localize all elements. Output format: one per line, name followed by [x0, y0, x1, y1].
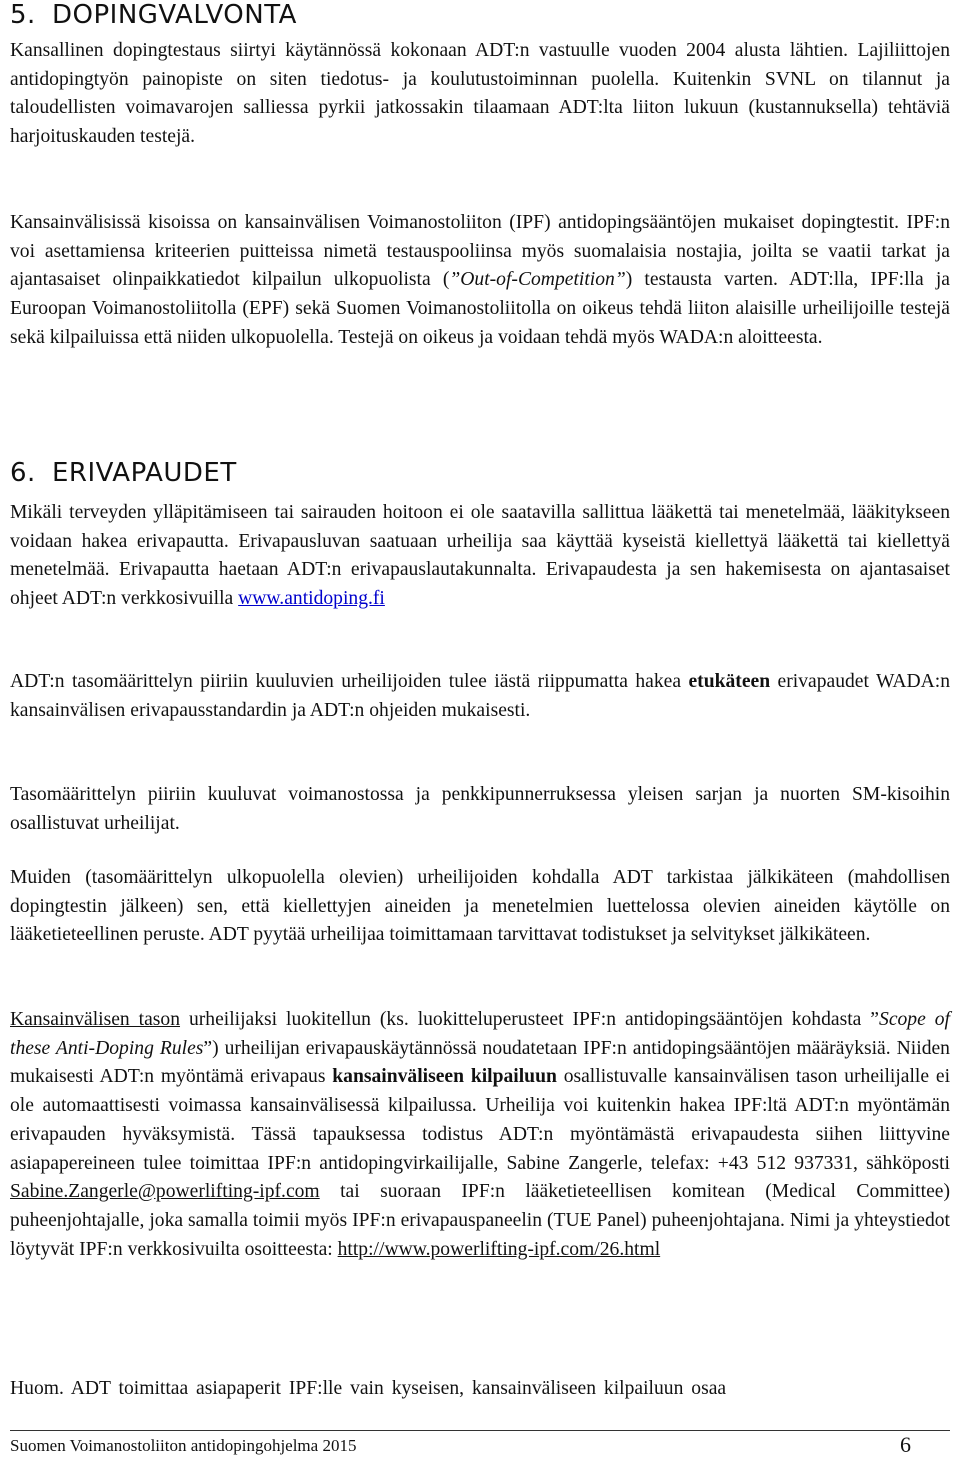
paragraph: Kansallinen dopingtestaus siirtyi käytännössä kokonaan ADT:n vastuulle vuoden 2004 alusta lähtien. Lajiliittojen antidopingtyön painopiste on siten tiedotus- ja koulutustoiminnan puolella. Kuitenkin SVNL on tilannut ja taloudellisten voimavarojen salliessa pyrkii jatkossakin tilaamaan ADT:lta liiton lukuun (kustannuksella) tehtäviä harjoituskauden testejä.	[10, 40, 950, 148]
section-title: DOPINGVALVONTA	[52, 0, 297, 30]
paragraph	[10, 668, 950, 725]
bold-term: etukäteen	[688, 671, 771, 692]
paragraph: Huom. ADT toimittaa asiapaperit IPF:lle vain kyseisen, kansainväliseen kilpailuun osaa	[10, 1378, 727, 1399]
section-6-heading	[10, 458, 237, 488]
footer-title: Suomen Voimanostoliiton antidopingohjelma 2015	[10, 1436, 357, 1455]
section-number: 6.	[10, 458, 36, 488]
antidoping-link[interactable]: www.antidoping.fi	[238, 588, 385, 610]
paragraph	[10, 499, 950, 614]
paragraph-text: ”) urheilijan erivapauskäytännössä noudatetaan IPF:n antidopingsääntöjen määräyksiä. Niiden mukaisesti ADT:n myöntämä erivapaus	[10, 1037, 950, 1088]
italic-term: Scope of these Anti-Doping Rules	[10, 1009, 950, 1059]
section-5-heading	[10, 0, 297, 30]
paragraph	[10, 1006, 950, 1264]
italic-term: ”Out-of-Competition”	[449, 269, 626, 291]
paragraph-text: erivapaudet WADA:n kansainvälisen erivapausstandardin ja ADT:n ohjeiden mukaisesti.	[10, 671, 951, 721]
paragraph-text: osallistuvalle kansainvälisen tason urheilijalle ei ole automaattisesti voimassa kansainvälisessä kilpailussa. Urheilija voi kuitenkin hakea IPF:ltä ADT:n myöntämän erivapauden hyväksymistä. Tässä tapauksessa todistus ADT:n myöntämästä erivapaudesta siihen liittyvine asiapapereineen tulee toimittaa IPF:n antidopingvirkailijalle, Sabine Zangerle, telefax: +43 512 937331, sähköposti	[10, 1066, 951, 1174]
paragraph: Muiden (tasomäärittelyn ulkopuolella olevien) urheilijoiden kohdalla ADT tarkistaa jälkikäteen (mahdollisen dopingtestin jälkeen) sen, että kiellettyjen aineiden ja menetelmien luettelossa olevien aineiden käytölle on lääketieteellinen peruste. ADT pyytää urheilijaa toimittamaan tarvittavat todistukset ja selvitykset jälkikäteen.	[10, 867, 950, 946]
paragraph-text: Mikäli terveyden ylläpitämiseen tai sairauden hoitoon ei ole saatavilla sallittua lääkettä tai menetelmää, lääkitykseen voidaan hakea erivapautta. Erivapausluvan saatuaan urheilija saa käyttää kyseistä kiellettyä lääkettä tai kiellettyä menetelmää. Erivapautta haetaan ADT:n erivapauslautakunnalta. Erivapaudesta ja sen hakemisesta on ajantasaiset ohjeet ADT:n verkkosivuilla	[10, 502, 950, 610]
email-link[interactable]: Sabine.Zangerle@powerlifting-ipf.com	[10, 1181, 320, 1203]
section-title: ERIVAPAUDET	[52, 458, 237, 488]
bold-term: kansainväliseen kilpailuun	[332, 1066, 557, 1088]
section-number: 5.	[10, 0, 36, 30]
page-number: 6	[900, 1432, 911, 1457]
ipf-url-link[interactable]: http://www.powerlifting-ipf.com/26.html	[337, 1238, 661, 1260]
paragraph-text: ) testausta varten. ADT:lla, IPF:lla ja Euroopan Voimanostoliitolla (EPF) sekä Suomen Voimanostoliitolla on oikeus tehdä liiton alaisille urheilijoille testejä sekä kilpailuissa että niiden ulkopuolella. Testejä on oikeus ja voidaan tehdä myös WADA:n aloitteesta.	[10, 269, 951, 348]
paragraph: Tasomäärittelyn piiriin kuuluvat voimanostossa ja penkkipunnerruksessa yleisen sarjan ja nuorten SM-kisoihin osallistuvat urheilijat.	[10, 784, 950, 834]
paragraph	[10, 209, 950, 353]
paragraph-text: tai suoraan IPF:n lääketieteellisen komitean (Medical Committee) puheenjohtajalle, joka samalla toimii myös IPF:n erivapauspaneelin (TUE Panel) puheenjohtajana. Nimi ja yhteystiedot löytyvät IPF:n verkkosivuilta osoitteesta:	[10, 1181, 950, 1260]
underlined-term: Kansainvälisen tason	[10, 1009, 181, 1030]
paragraph-text: Kansainvälisissä kisoissa on kansainvälisen Voimanostoliiton (IPF) antidopingsääntöjen mukaiset dopingtestit. IPF:n voi asettamiensa kriteerien puitteissa nimetä testauspooliinsa myös suomalaisia nostajia, joilta se vaatii tarkat ja ajantasaiset olinpaikkatiedot kilpailun ulkopuolista (	[10, 212, 950, 291]
paragraph-text: urheilijaksi luokitellun (ks. luokitteluperusteet IPF:n antidopingsääntöjen kohdasta ”	[180, 1009, 880, 1030]
paragraph-text: ADT:n tasomäärittelyn piiriin kuuluvien urheilijoiden tulee iästä riippumatta hakea	[10, 671, 689, 692]
footer-divider	[10, 1430, 950, 1431]
